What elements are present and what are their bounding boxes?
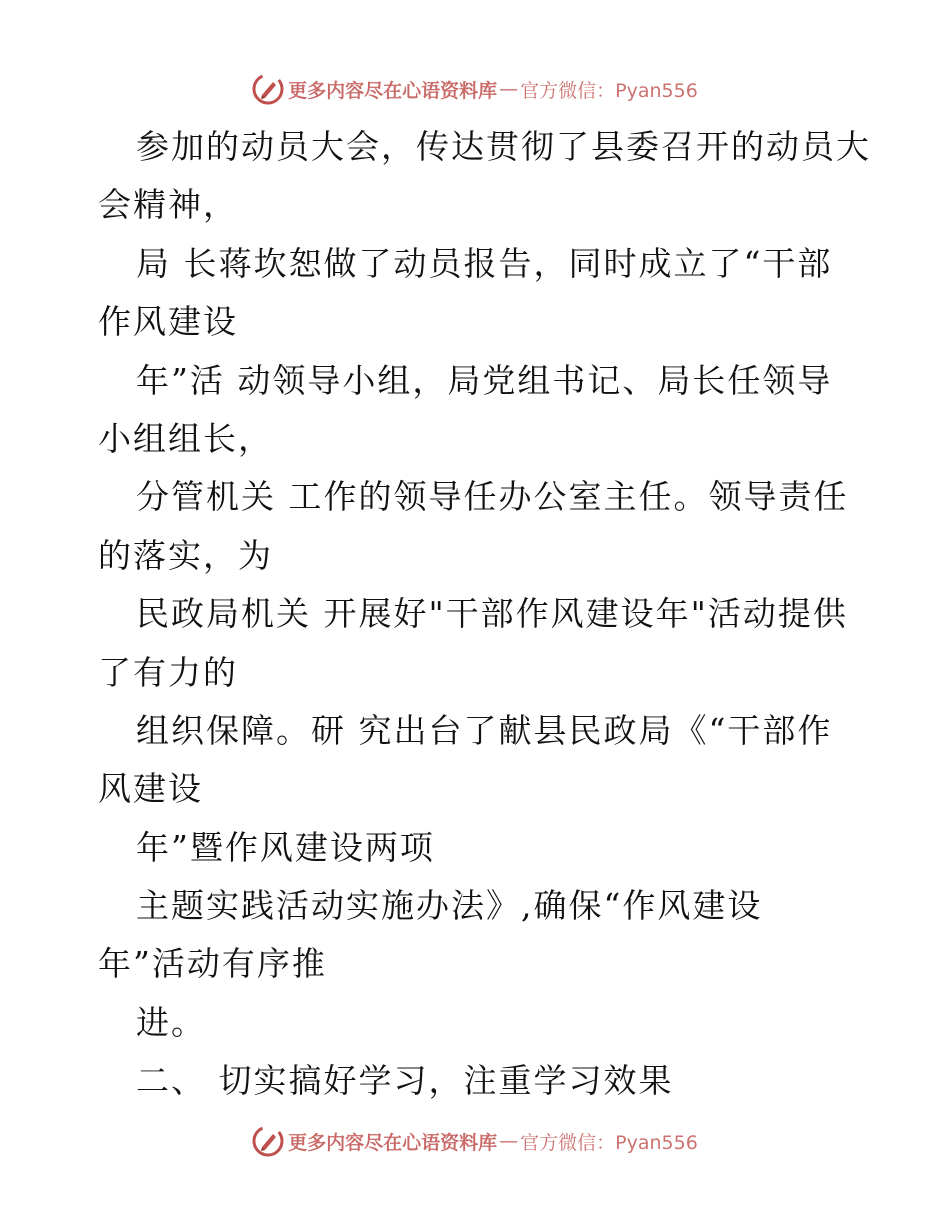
text-line: 风建设 — [98, 769, 203, 809]
pen-logo-icon — [252, 73, 284, 105]
text-line: 了有力的 — [98, 652, 238, 692]
text-line: 参加的动员大会，传达贯彻了县委召开的动员大 — [136, 127, 871, 166]
watermark-suffix: 官方微信：Pyan556 — [520, 79, 698, 102]
text-line: 作风建设 — [98, 302, 238, 342]
text-line: 的落实，为 — [98, 535, 273, 575]
watermark-dash: — — [499, 1130, 519, 1152]
header-watermark — [0, 72, 950, 106]
pen-logo-icon — [252, 1125, 284, 1157]
text-line: 年”活 动领导小组，局党组书记、局长任领导 — [136, 360, 833, 400]
section-heading: 二、 切实搞好学习，注重学习效果 — [136, 1061, 674, 1101]
text-line: 进。 — [136, 1002, 206, 1042]
text-line: 年”暨作风建设两项 — [136, 827, 435, 867]
document-body — [98, 118, 871, 1111]
text-line: 分管机关 工作的领导任办公室主任。领导责任 — [136, 477, 849, 517]
watermark-dash: — — [499, 78, 519, 100]
text-line: 主题实践活动实施办法》,确保“作风建设 — [136, 886, 763, 926]
text-line: 小组组长， — [98, 418, 273, 458]
watermark-suffix: 官方微信：Pyan556 — [520, 1131, 698, 1154]
text-line: 局 长蒋坎恕做了动员报告，同时成立了“干部 — [136, 243, 833, 283]
text-line: 组织保障。研 究出台了献县民政局《“干部作 — [136, 710, 833, 750]
watermark-text: 更多内容尽在心语资料库 — [288, 1131, 498, 1154]
footer-watermark — [0, 1124, 950, 1158]
text-line: 会精神， — [98, 185, 238, 225]
text-line: 民政局机关 开展好"干部作风建设年"活动提供 — [136, 594, 848, 634]
text-line: 年”活动有序推 — [98, 944, 327, 984]
watermark-text: 更多内容尽在心语资料库 — [288, 79, 498, 102]
